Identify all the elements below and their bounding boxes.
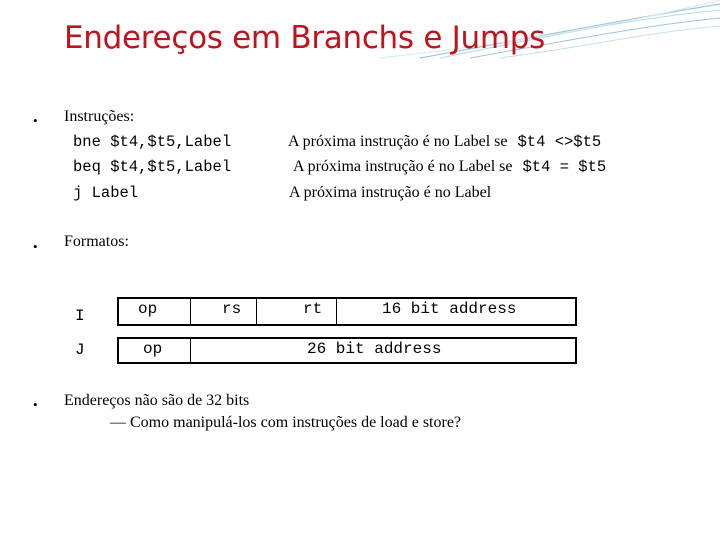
- format-i-divider: [336, 297, 337, 326]
- addresses-subpoint: — Como manipulá-los com instruções de load e store?: [110, 414, 462, 431]
- code-line-beq: beq $t4,$t5,Label: [73, 158, 232, 176]
- instructions-heading: Instruções:: [64, 108, 135, 125]
- format-j-divider: [190, 337, 191, 364]
- code-line-j: j Label: [73, 184, 139, 202]
- format-i-divider: [256, 297, 257, 326]
- format-i-divider: [190, 297, 191, 326]
- description-j: [289, 184, 491, 202]
- description-condition: $t4 = $t5: [522, 158, 607, 176]
- formats-heading: Formatos:: [64, 233, 129, 250]
- format-j-field-address: 26 bit address: [307, 340, 442, 358]
- description-condition: $t4 <>$t5: [517, 133, 602, 151]
- format-i-field-op: op: [138, 300, 158, 318]
- description-text: A próxima instrução é no Label: [289, 184, 492, 201]
- addresses-heading: Endereços não são de 32 bits: [64, 392, 250, 409]
- format-i-letter: I: [75, 307, 85, 325]
- bullet-marker: •: [33, 397, 38, 412]
- bullet-marker: •: [33, 113, 38, 128]
- page-title: Endereços em Branchs e Jumps: [64, 20, 545, 56]
- format-j-field-op: op: [143, 340, 163, 358]
- bullet-marker: •: [33, 239, 38, 254]
- format-i-field-rs: rs: [222, 300, 242, 318]
- format-i-field-rt: rt: [303, 300, 323, 318]
- code-line-bne: bne $t4,$t5,Label: [73, 133, 232, 151]
- description-beq: [293, 158, 606, 176]
- description-bne: [288, 133, 601, 151]
- description-text: A próxima instrução é no Label se: [288, 133, 508, 150]
- format-j-letter: J: [75, 341, 85, 359]
- description-text: A próxima instrução é no Label se: [293, 158, 513, 175]
- format-i-field-address: 16 bit address: [382, 300, 517, 318]
